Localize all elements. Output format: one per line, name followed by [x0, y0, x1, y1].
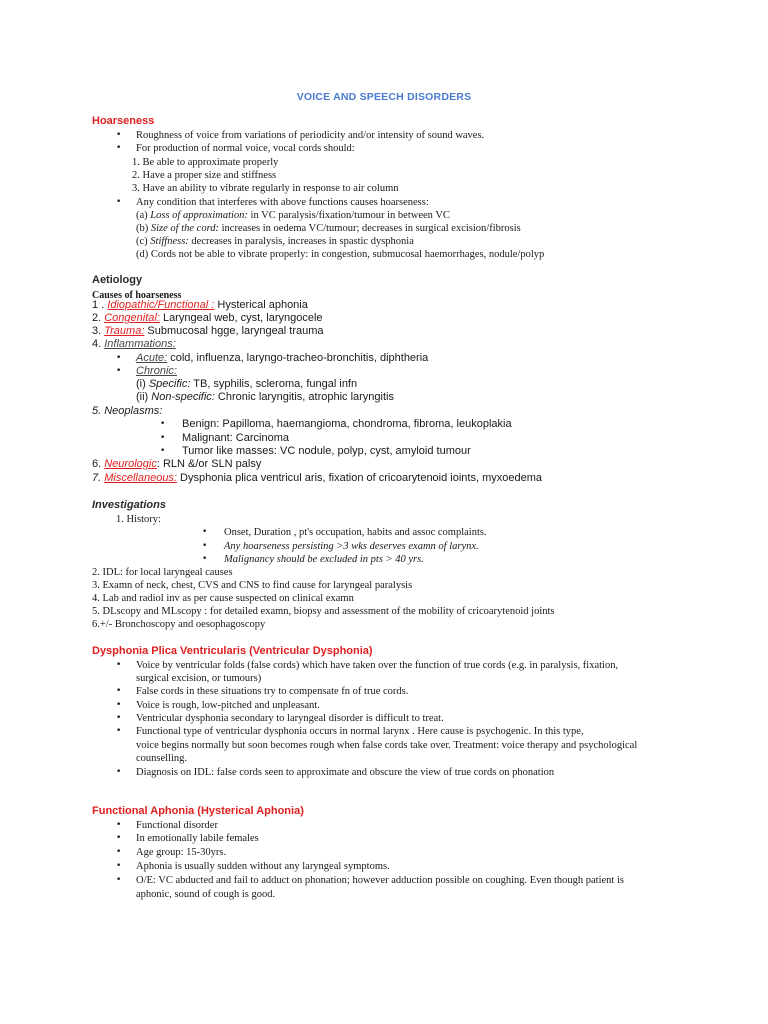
heading-functional-aphonia: Functional Aphonia (Hysterical Aphonia)	[92, 805, 304, 817]
text-line: Roughness of voice from variations of periodicity and/or intensity of sound waves.	[136, 130, 485, 141]
bullet: •	[116, 130, 122, 140]
bullet: •	[116, 197, 122, 207]
text-line: 3. Trauma: Submucosal hgge, laryngeal trauma	[92, 325, 324, 337]
text-line: Tumor like masses: VC nodule, polyp, cyst, amyloid tumour	[182, 445, 471, 457]
text-line: (a) Loss of approximation: in VC paralysis/fixation/tumour in between VC	[136, 210, 450, 221]
text-line: Age group: 15-30yrs.	[136, 847, 227, 858]
text-line: Malignant: Carcinoma	[182, 432, 289, 444]
bullet: •	[116, 875, 122, 885]
bullet: •	[116, 713, 122, 723]
text-line: 5. DLscopy and MLscopy : for detailed examn, biopsy and assessment of the mobility of cricoarytenoid joints	[92, 606, 555, 617]
text-line: 2. Have a proper size and stiffness	[132, 170, 277, 181]
bullet: •	[116, 660, 122, 670]
text-line: (c) Stiffness: decreases in paralysis, increases in spastic dysphonia	[136, 236, 414, 247]
bullet: •	[202, 527, 208, 537]
bullet: •	[116, 700, 122, 710]
text-line: 1. History:	[116, 514, 161, 525]
bullet: •	[116, 820, 122, 830]
text-line: O/E: VC abducted and fail to adduct on phonation; however adduction possible on coughing. Even though patient is	[136, 875, 624, 886]
page-title: VOICE AND SPEECH DISORDERS	[296, 91, 472, 103]
text-line: For production of normal voice, vocal cords should:	[136, 143, 355, 154]
bullet: •	[116, 861, 122, 871]
bullet: •	[202, 554, 208, 564]
text-line: 1 . Idiopathic/Functional : Hysterical aphonia	[92, 299, 308, 311]
heading-aetiology: Aetiology	[92, 274, 143, 286]
bullet: •	[116, 847, 122, 857]
text-line: Any condition that interferes with above functions causes hoarseness:	[136, 197, 429, 208]
text-line: aphonic, sound of cough is good.	[136, 889, 276, 900]
text-line: 4. Inflammations:	[92, 338, 176, 350]
text-line: Voice is rough, low-pitched and unpleasant.	[136, 700, 320, 711]
text-line: 3. Have an ability to vibrate regularly in response to air column	[132, 183, 399, 194]
bullet: •	[116, 686, 122, 696]
text-line: 3. Examn of neck, chest, CVS and CNS to find cause for laryngeal paralysis	[92, 580, 413, 591]
bullet: •	[202, 541, 208, 551]
text-line: Functional disorder	[136, 820, 218, 831]
text-line: 7. Miscellaneous: Dysphonia plica ventricul aris, fixation of cricoarytenoid ioints, myxoedema	[92, 472, 542, 484]
bullet: •	[116, 767, 122, 777]
text-line: (i) Specific: TB, syphilis, scleroma, fungal infn	[136, 378, 358, 390]
text-line: False cords in these situations try to compensate fn of true cords.	[136, 686, 409, 697]
text-line: voice begins normally but soon becomes rough when false cords take over. Treatment: voice therapy and psychological	[136, 740, 638, 751]
text-line: 2. Congenital: Laryngeal web, cyst, laryngocele	[92, 312, 323, 324]
text-line: Onset, Duration , pt's occupation, habits and assoc complaints.	[224, 527, 487, 538]
bullet: •	[116, 366, 122, 376]
text-line: Functional type of ventricular dysphonia occurs in normal larynx . Here cause is psychogenic. In this type,	[136, 726, 584, 737]
heading-dysphonia-plica: Dysphonia Plica Ventricularis (Ventricular Dysphonia)	[92, 645, 373, 657]
bullet: •	[116, 143, 122, 153]
text-line: Malignancy should be excluded in pts > 40 yrs.	[224, 554, 424, 565]
text-line: Diagnosis on IDL: false cords seen to approximate and obscure the view of true cords on phonation	[136, 767, 555, 778]
text-line: 1. Be able to approximate properly	[132, 157, 279, 168]
text-line: Any hoarseness persisting >3 wks deserves examn of larynx.	[224, 541, 479, 552]
text-line: Chronic:	[136, 365, 177, 377]
subheading-causes: Causes of hoarseness	[92, 290, 182, 301]
text-line: Ventricular dysphonia secondary to laryngeal disorder is difficult to treat.	[136, 713, 444, 724]
text-line: 5. Neoplasms:	[92, 405, 163, 417]
text-line: (d) Cords not be able to vibrate properly: in congestion, submucosal haemorrhages, nodule/polyp	[136, 249, 545, 260]
bullet: •	[116, 726, 122, 736]
bullet: •	[160, 446, 166, 456]
text-line: In emotionally labile females	[136, 833, 259, 844]
text-line: 6. Neurologic: RLN &/or SLN palsy	[92, 458, 262, 470]
text-line: Aphonia is usually sudden without any laryngeal symptoms.	[136, 861, 390, 872]
text-line: surgical excision, or tumours)	[136, 673, 262, 684]
heading-investigations: Investigations	[92, 499, 166, 511]
text-line: 2. IDL: for local laryngeal causes	[92, 567, 233, 578]
text-line: (b) Size of the cord: increases in oedema VC/tumour; decreases in surgical excision/fibrosis	[136, 223, 521, 234]
text-line: counselling.	[136, 753, 188, 764]
bullet: •	[116, 353, 122, 363]
bullet: •	[160, 433, 166, 443]
text-line: 6.+/- Bronchoscopy and oesophagoscopy	[92, 619, 266, 630]
bullet: •	[116, 833, 122, 843]
text-line: (ii) Non-specific: Chronic laryngitis, atrophic laryngitis	[136, 391, 394, 403]
text-line: 4. Lab and radiol inv as per cause suspected on clinical examn	[92, 593, 354, 604]
text-line: Acute: cold, influenza, laryngo-tracheo-bronchitis, diphtheria	[136, 352, 429, 364]
text-line: Voice by ventricular folds (false cords) which have taken over the function of true cords (e.g. in paralysis, fixation,	[136, 660, 619, 671]
bullet: •	[160, 419, 166, 429]
text-line: Benign: Papilloma, haemangioma, chondroma, fibroma, leukoplakia	[182, 418, 512, 430]
heading-hoarseness: Hoarseness	[92, 115, 155, 127]
